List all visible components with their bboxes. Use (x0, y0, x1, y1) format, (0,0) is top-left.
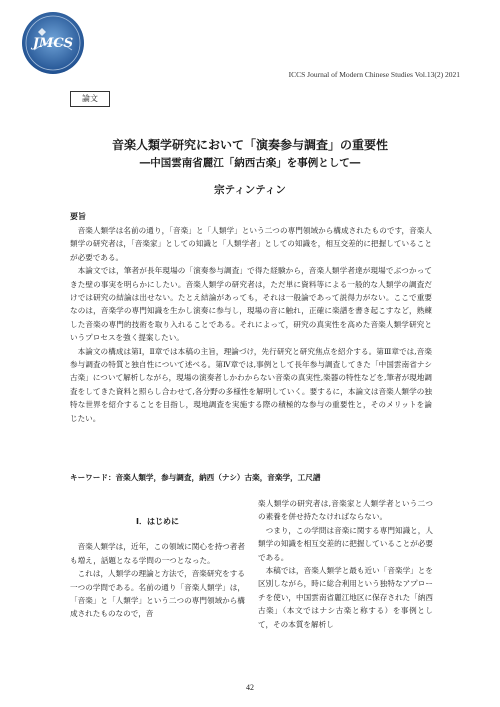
abstract-paragraph: 本論文では，筆者が長年現場の「演奏参与調査」で得た経験から，音楽人類学者達が現場でぶつかってきた壁の事実を明らかにしたい。音楽人類学の研究者は，ただ単に資料等による一般的な人類学の調査だけでは研究の結論は出せない。たとえ結論があっても，それは一般論であって説得力がない。ここで重要なのは，音楽学の専門知識を生かし演奏に参与し，現場の音に触れ，正確に楽譜を書き起こすなど，熟練した音楽の専門的技術を取り入れることである。それによって，研究の真実性を高めた音楽人類学研究というプロセスを強く提案したい。 (70, 266, 432, 343)
article-author: 宗ティンティン (214, 184, 286, 196)
body-paragraph: 音楽人類学は，近年，この領域に関心を持つ者者も増え，話題となる学問の一つとなった。 (70, 542, 245, 565)
article-subtitle: ―中国雲南省麗江「納西古楽」を事例として― (139, 157, 361, 169)
body-right-column (258, 497, 433, 631)
abstract-body (70, 224, 432, 425)
article-title: 音楽人類学研究において「演奏参与調査」の重要性 (111, 138, 388, 152)
article-category-badge: 論文 (70, 91, 110, 107)
body-paragraph: 本稿では，音楽人類学と最も近い「音楽学」とを区別しながら，時に総合利用という独特なアプローチを使い，中国雲南省麗江地区に保存された「納西古楽」（本文ではナシ古楽と称する）を事例として，その本質を解析し (258, 566, 433, 629)
body-paragraph: 楽人類学の研究者は,音楽家と人類学者という二つの素養を併せ持たなければならない。 (258, 499, 433, 522)
abstract-paragraph: 本論文の構成は第Ⅰ，Ⅱ章では本稿の主旨，理論づけ，先行研究と研究焦点を紹介する。第Ⅲ章では,音楽参与調査の特質と独自性について述べる。第Ⅳ章では,事例として長年参与調査してきた「中国雲南省ナシ古楽」について解析しながら，現場の演奏者しかわからない音楽の真実性,楽器の特性などを,筆者が現地調査をしてきた資料と照らし合わせて,各分野の多様性を解明していく。要するに，本論文は音楽人類学の独特な世界を紹介することを目指し，現地調査を実施する際の積極的な参与の重要性と，そのメリットを論じたい。 (70, 346, 432, 423)
keywords-line: キーワード：音楽人類学，参与調査，納西（ナシ）古楽，音楽学，工尺譜 (70, 473, 321, 482)
logo-text: JMCS (32, 36, 74, 51)
body-left-column (70, 497, 245, 621)
body-paragraph: つまり，この学問は音楽に関する専門知識と，人類学の知識を相互交差的に把握していることが必要である。 (258, 525, 433, 562)
abstract-paragraph: 音楽人類学は名前の通り，「音楽」と「人類学」という二つの専門領域から構成されたものです，音楽人類学の研究者は，「音楽家」としての知識と「人類学者」としての知識を，相互交差的に把握していることが必要である。 (70, 226, 432, 262)
journal-logo (20, 10, 86, 76)
section-heading: Ⅰ．はじめに (136, 517, 179, 526)
body-paragraph: これは，人類学の理論と方法で，音楽研究をする一つの学問である。名前の通り「音楽人類学」は，「音楽」と「人類学」という二つの専門領域から構成されたものなので，音 (70, 569, 245, 619)
abstract-heading: 要旨 (70, 212, 86, 221)
page-number: 42 (246, 683, 254, 692)
journal-citation: ICCS Journal of Modern Chinese Studies Vol.13(2) 2021 (288, 70, 460, 79)
